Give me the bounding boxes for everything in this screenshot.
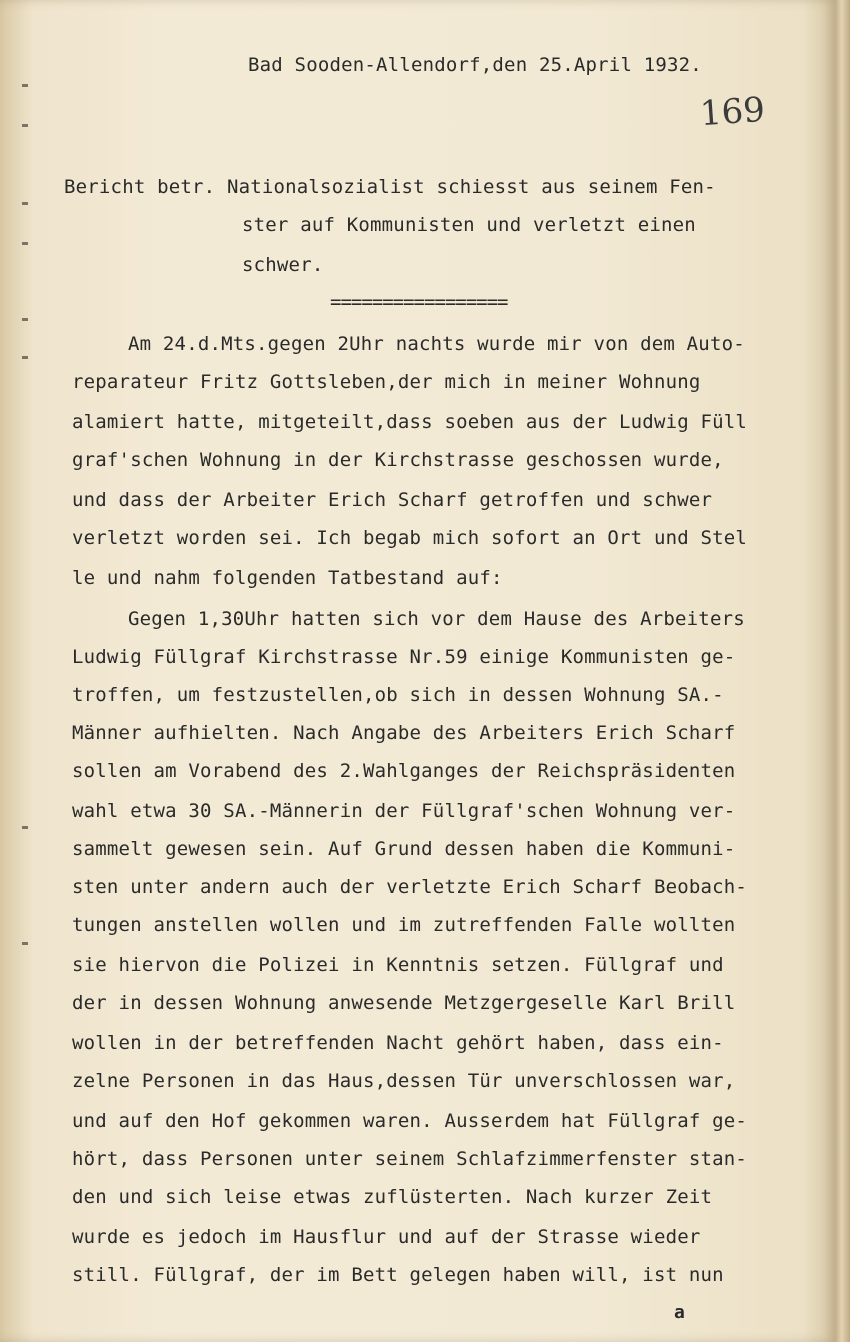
- body-line: Am 24.d.Mts.gegen 2Uhr nachts wurde mir von dem Auto-: [128, 333, 745, 355]
- body-line: verletzt worden sei. Ich begab mich sofort an Ort und Stel: [72, 527, 748, 549]
- subject-line-2: ster auf Kommunisten und verletzt einen: [242, 214, 696, 236]
- separator-line: =================: [330, 291, 508, 313]
- page-edge: [836, 0, 850, 1342]
- body-line: sie hiervon die Polizei in Kenntnis setzen. Füllgraf und: [72, 954, 724, 976]
- body-line: alamiert hatte, mitgeteilt,dass soeben aus der Ludwig Füll: [72, 411, 748, 433]
- body-line: wollen in der betreffenden Nacht gehört haben, dass ein-: [72, 1032, 724, 1054]
- body-line: Gegen 1,30Uhr hatten sich vor dem Hause des Arbeiters: [128, 608, 745, 630]
- subject-line-3: schwer.: [242, 254, 324, 276]
- body-line: still. Füllgraf, der im Bett gelegen haben will, ist nun: [72, 1264, 724, 1286]
- body-line: le und nahm folgenden Tatbestand auf:: [72, 567, 503, 589]
- body-line: und auf den Hof gekommen waren. Ausserdem hat Füllgraf ge-: [72, 1110, 748, 1132]
- body-line: den und sich leise etwas zuflüsterten. Nach kurzer Zeit: [72, 1186, 713, 1208]
- body-line: und dass der Arbeiter Erich Scharf getroffen und schwer: [72, 489, 713, 511]
- body-line: troffen, um festzustellen,ob sich in dessen Wohnung SA.-: [72, 684, 724, 706]
- margin-mark: [22, 202, 28, 205]
- page-mark: a: [674, 1302, 685, 1323]
- margin-mark: [22, 84, 28, 87]
- body-line: wurde es jedoch im Hausflur und auf der Strasse wieder: [72, 1226, 701, 1248]
- margin-mark: [22, 356, 28, 359]
- body-line: zelne Personen in das Haus,dessen Tür unverschlossen war,: [72, 1070, 736, 1092]
- body-line: sten unter andern auch der verletzte Erich Scharf Beobach-: [72, 876, 748, 898]
- body-line: Männer aufhielten. Nach Angabe des Arbeiters Erich Scharf: [72, 722, 736, 744]
- margin-mark: [22, 242, 28, 245]
- margin-mark: [22, 826, 28, 829]
- body-line: reparateur Fritz Gottsleben,der mich in meiner Wohnung: [72, 371, 701, 393]
- body-line: hört, dass Personen unter seinem Schlafzimmerfenster stan-: [72, 1148, 748, 1170]
- folio-number: 169: [698, 89, 767, 135]
- body-line: sammelt gewesen sein. Auf Grund dessen haben die Kommuni-: [72, 838, 736, 860]
- body-line: tungen anstellen wollen und im zutreffenden Falle wollten: [72, 914, 736, 936]
- margin-mark: [22, 942, 28, 945]
- body-line: Ludwig Füllgraf Kirchstrasse Nr.59 einige Kommunisten ge-: [72, 646, 736, 668]
- body-line: sollen am Vorabend des 2.Wahlganges der Reichspräsidenten: [72, 760, 736, 782]
- body-line: der in dessen Wohnung anwesende Metzgergeselle Karl Brill: [72, 992, 736, 1014]
- subject-line-1: Bericht betr. Nationalsozialist schiesst aus seinem Fen-: [64, 176, 716, 198]
- document-date-header: Bad Sooden-Allendorf,den 25.April 1932.: [248, 54, 702, 76]
- body-line: graf'schen Wohnung in der Kirchstrasse geschossen wurde,: [72, 449, 724, 471]
- margin-mark: [22, 124, 28, 127]
- margin-mark: [22, 318, 28, 321]
- body-line: wahl etwa 30 SA.-Männerin der Füllgraf'schen Wohnung ver-: [72, 800, 736, 822]
